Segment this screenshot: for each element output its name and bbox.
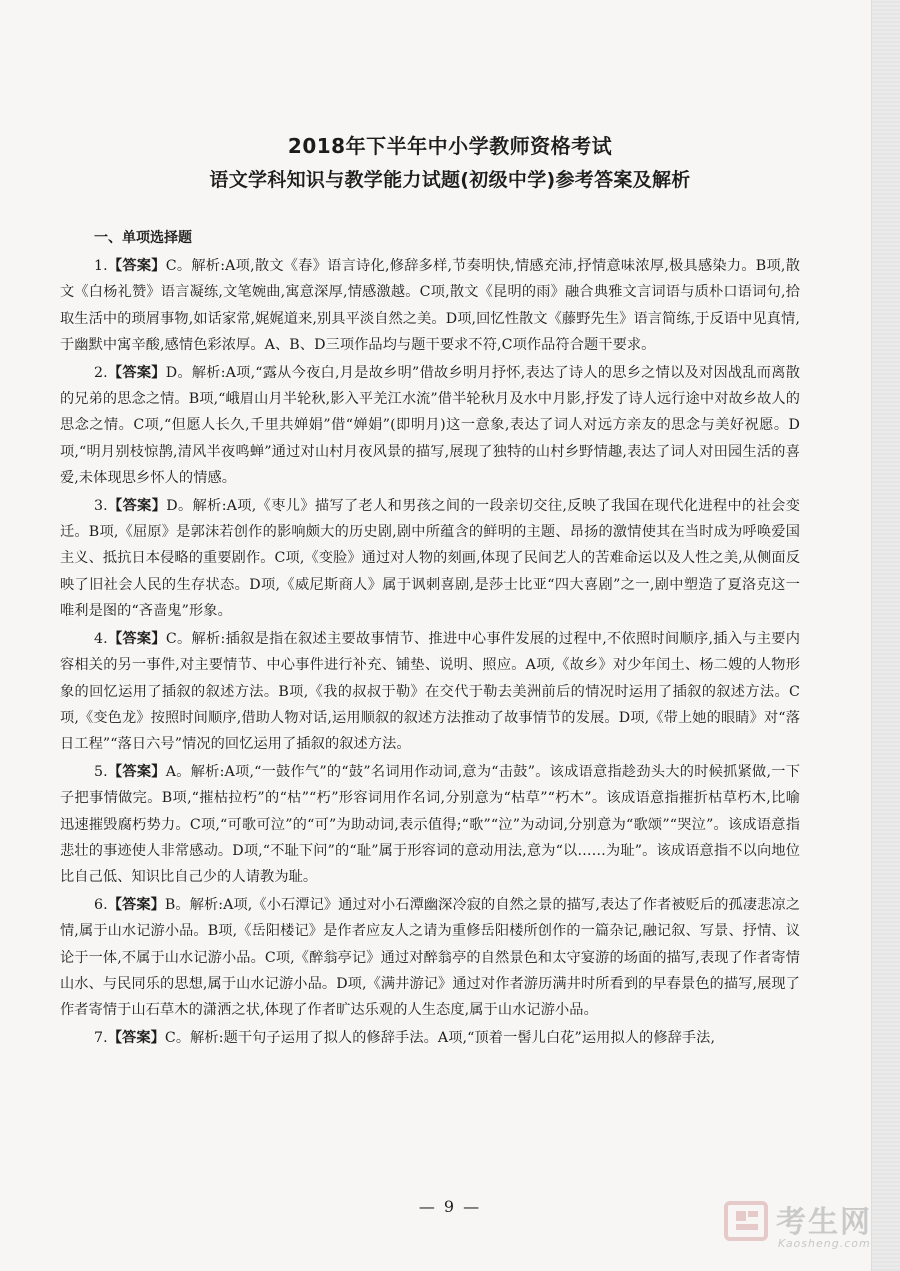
question-1	[60, 253, 800, 359]
answer-body: C。解析:A项,散文《春》语言诗化,修辞多样,节奏明快,情感充沛,抒情意味浓厚,极具感染力。B项,散文《白杨礼赞》语言凝练,文笔婉曲,寓意深厚,情感激越。C项,散文《昆明的雨》融合典雅文言词语与质朴口语词句,拾取生活中的琐屑事物,如话家常,娓娓道来,别具平淡自然之美。D项,回忆性散文《藤野先生》语言简练,于反语中见真情,于幽默中寓辛酸,感情色彩浓厚。A、B、D三项作品均与题干要求不符,C项作品符合题干要求。	[60, 258, 800, 354]
question-number: 2.	[94, 364, 108, 381]
page-subtitle: 语文学科知识与教学能力试题(初级中学)参考答案及解析	[209, 169, 691, 191]
answer-body: A。解析:A项,“一鼓作气”的“鼓”名词用作动词,意为“击鼓”。该成语意指趁劲头大的时候抓紧做,一下子把事情做完。B项,“摧枯拉朽”的“枯”“朽”形容词用作名词,分别意为“枯草”“朽木”。该成语意指摧折枯草朽木,比喻迅速摧毁腐朽势力。C项,“可歌可泣”的“可”为助动词,表示值得;“歌”“泣”为动词,分别意为“歌颂”“哭泣”。该成语意指悲壮的事迹使人非常感动。D项,“不耻下问”的“耻”属于形容词的意动用法,意为“以……为耻”。该成语意指不以向地位比自己低、知识比自己少的人请教为耻。	[60, 763, 800, 886]
question-4	[60, 626, 800, 758]
question-5	[60, 759, 800, 891]
question-number: 6.	[94, 896, 108, 913]
question-number: 7.	[94, 1029, 108, 1046]
answer-body: B。解析:A项,《小石潭记》通过对小石潭幽深冷寂的自然之景的描写,表达了作者被贬后的孤凄悲凉之情,属于山水记游小品。B项,《岳阳楼记》是作者应友人之请为重修岳阳楼所创作的一篇杂记,融记叙、写景、抒情、议论于一体,不属于山水记游小品。C项,《醉翁亭记》通过对醉翁亭的自然景色和太守宴游的场面的描写,表现了作者寄情山水、与民同乐的思想,属于山水记游小品。D项,《满井游记》通过对作者游历满井时所看到的早春景色的描写,展现了作者寄情于山石草木的潇洒之状,体现了作者旷达乐观的人生态度,属于山水记游小品。	[60, 896, 800, 1019]
answer-tag: 【答案】	[107, 258, 166, 274]
answer-tag: 【答案】	[107, 497, 167, 514]
answer-tag: 【答案】	[107, 763, 166, 780]
answer-body: C。解析:插叙是指在叙述主要故事情节、推进中心事件发展的过程中,不依照时间顺序,插入与主要内容相关的另一事件,对主要情节、中心事件进行补充、铺垫、说明、照应。A项,《故乡》对少年闰土、杨二嫂的人物形象的回忆运用了插叙的叙述方法。B项,《我的叔叔于勒》在交代于勒去美洲前后的情况时运用了插叙的叙述方法。C项,《变色龙》按照时间顺序,借助人物对话,运用顺叙的叙述方法推动了故事情节的发展。D项,《带上她的眼睛》对“落日工程”“落日六号”情况的回忆运用了插叙的叙述方法。	[60, 630, 800, 753]
answer-tag: 【答案】	[107, 1029, 165, 1046]
question-number: 4.	[94, 630, 108, 647]
answer-tag: 【答案】	[107, 630, 166, 647]
question-3	[60, 493, 800, 625]
page-number: — 9 —	[418, 1197, 482, 1216]
answer-body: C。解析:题干句子运用了拟人的修辞手法。A项,“顶着一髻儿白花”运用拟人的修辞手法,	[164, 1029, 716, 1046]
answer-content	[60, 225, 800, 1051]
answer-body: D。解析:A项,“露从今夜白,月是故乡明”借故乡明月抒怀,表达了诗人的思乡之情以及对因战乱而离散的兄弟的思念之情。B项,“峨眉山月半轮秋,影入平羌江水流”借半轮秋月及水中月影,抒发了诗人远行途中对故乡故人的思念之情。C项,“但愿人长久,千里共婵娟”借“婵娟”(即明月)这一意象,表达了词人对远方亲友的思念与美好祝愿。D项,“明月别枝惊鹊,清风半夜鸣蝉”通过对山村月夜风景的描写,展现了独特的山村乡野情趣,表达了词人对田园生活的喜爱,未体现思乡怀人的情感。	[60, 364, 800, 487]
watermark	[724, 1197, 884, 1259]
answer-tag: 【答案】	[107, 896, 165, 913]
question-2	[60, 360, 800, 492]
answer-tag: 【答案】	[107, 364, 166, 381]
section-heading: 一、单项选择题	[94, 230, 192, 246]
title-block	[0, 130, 900, 196]
kaosheng-logo-icon	[724, 1199, 768, 1243]
question-6	[60, 892, 800, 1024]
page-title: 2018年下半年中小学教师资格考试	[287, 134, 613, 158]
question-number: 1.	[94, 258, 108, 274]
question-number: 3.	[94, 497, 108, 514]
watermark-brand: 考生网	[776, 1205, 872, 1240]
question-number: 5.	[94, 763, 108, 780]
question-7	[60, 1025, 800, 1051]
watermark-url: Kaosheng.com	[778, 1237, 871, 1250]
answer-body: D。解析:A项,《枣儿》描写了老人和男孩之间的一段亲切交往,反映了我国在现代化进程中的社会变迁。B项,《屈原》是郭沫若创作的影响颇大的历史剧,剧中所蕴含的鲜明的主题、昂扬的激情使其在当时成为呼唤爱国主义、抵抗日本侵略的重要剧作。C项,《变脸》通过对人物的刻画,体现了民间艺人的苦难命运以及人性之美,从侧面反映了旧社会人民的生存状态。D项,《威尼斯商人》属于讽刺喜剧,是莎士比亚“四大喜剧”之一,剧中塑造了夏洛克这一唯利是图的“吝啬鬼”形象。	[60, 497, 800, 620]
